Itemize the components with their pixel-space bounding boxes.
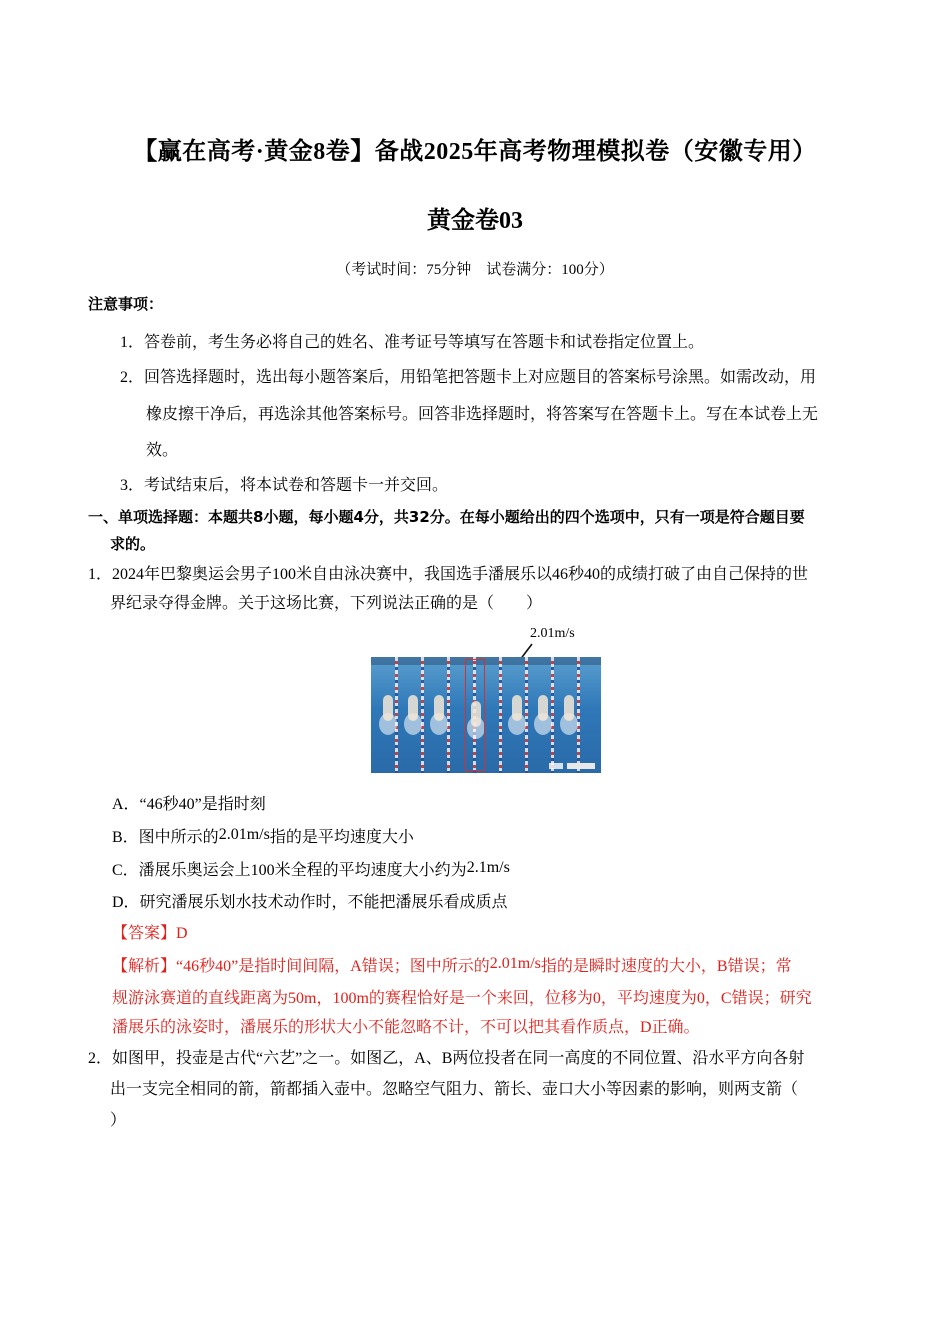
q1-analysis-line-2: 规游泳赛道的直线距离为50m，100m的赛程恰好是一个来回，位移为0，平均速度为0，C错误；研究 xyxy=(112,990,812,1007)
q2-stem-line-3: ） xyxy=(110,1112,127,1129)
q1-option-d: D．研究潘展乐划水技术动作时，不能把潘展乐看成质点 xyxy=(112,894,508,911)
section-1-heading-cont: 求的。 xyxy=(110,535,156,553)
q1-analysis-line-1: 【解析】“46秒40”是指时间间隔，A错误；图中所示的2.01m/s指的是瞬时速度的大小，B错误；常 xyxy=(112,955,792,975)
q1-answer: 【答案】D xyxy=(112,925,188,942)
q1-option-c: C．潘展乐奥运会上100米全程的平均速度大小约为2.1m/s xyxy=(112,859,510,879)
exam-info: （考试时间：75分钟 试卷满分：100分） xyxy=(336,262,614,278)
paper-subtitle: 黄金卷03 xyxy=(427,208,523,234)
q2-stem-line-2: 出一支完全相同的箭，箭都插入壶中。忽略空气阻力、箭长、壶口大小等因素的影响，则两支箭（ xyxy=(110,1081,799,1098)
q1-analysis-line-3: 潘展乐的泳姿时，潘展乐的形状大小不能忽略不计，不可以把其看作质点，D正确。 xyxy=(112,1019,700,1036)
q1-stem-line-1: 1．2024年巴黎奥运会男子100米自由泳决赛中，我国选手潘展乐以46秒40的成绩打破了由自己保持的世 xyxy=(88,566,809,583)
q2-stem-line-1: 2．如图甲，投壶是古代“六艺”之一。如图乙，A、B两位投者在同一高度的不同位置、沿水平方向各射 xyxy=(88,1050,805,1067)
figure-speed-label: 2.01m/s xyxy=(530,626,575,641)
q1-stem-line-2: 界纪录夺得金牌。关于这场比赛，下列说法正确的是（ ） xyxy=(110,595,543,612)
page-title: 【赢在高考·黄金8卷】备战2025年高考物理模拟卷（安徽专用） xyxy=(133,139,817,165)
q1-option-a: A．“46秒40”是指时刻 xyxy=(112,796,266,813)
notice-item-2-line-1: 2．回答选择题时，选出每小题答案后，用铅笔把答题卡上对应题目的答案标号涂黑。如需改动，用 xyxy=(120,369,817,386)
notice-heading: 注意事项： xyxy=(88,295,164,313)
notice-item-2-line-2: 橡皮擦干净后，再选涂其他答案标号。回答非选择题时，将答案写在答题卡上。写在本试卷上无 xyxy=(146,406,819,423)
notice-item-1: 1．答卷前，考生务必将自己的姓名、准考证号等填写在答题卡和试卷指定位置上。 xyxy=(120,334,705,351)
swimming-race-photo xyxy=(371,657,601,773)
notice-item-3: 3．考试结束后，将本试卷和答题卡一并交回。 xyxy=(120,477,449,494)
q1-option-b: B．图中所示的2.01m/s指的是平均速度大小 xyxy=(112,826,414,846)
section-1-heading: 一、单项选择题：本题共8小题，每小题4分，共32分。在每小题给出的四个选项中，只有一项是符合题目要 xyxy=(88,508,805,526)
notice-item-2-line-3: 效。 xyxy=(146,442,179,459)
